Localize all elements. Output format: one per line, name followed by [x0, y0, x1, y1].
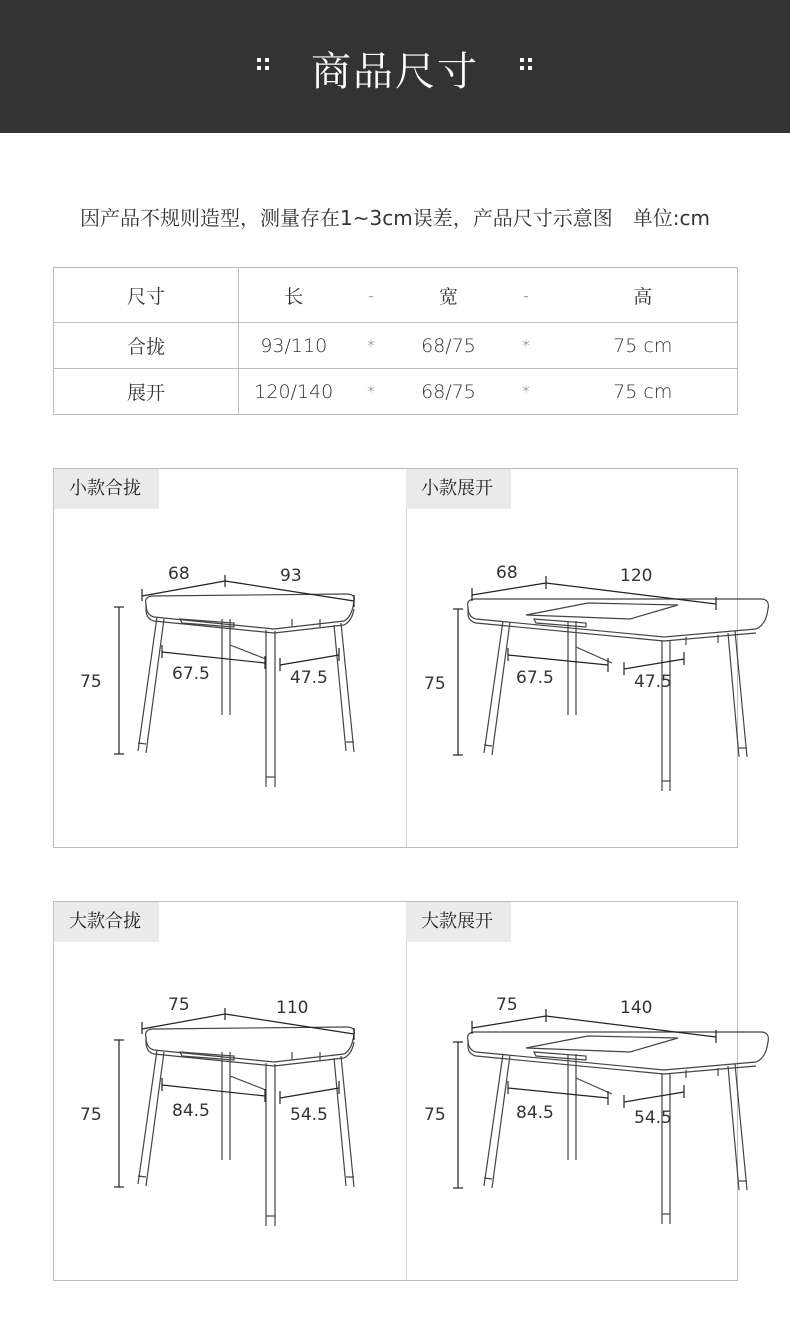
page-title: 商品尺寸 — [311, 49, 479, 95]
length-label: 93 — [280, 566, 302, 586]
inner-length-label: 67.5 — [172, 664, 210, 684]
row-times: * — [349, 323, 394, 369]
table-drawing-icon — [54, 469, 406, 847]
row-height: 75 cm — [549, 323, 738, 369]
table-drawing-icon — [406, 469, 737, 847]
row-width: 68/75 — [394, 323, 504, 369]
figure-large-extended — [406, 902, 737, 1280]
depth-label: 68 — [496, 563, 518, 583]
measurement-notice: 因产品不规则造型，测量存在1~3cm误差，产品尺寸示意图 单位:cm — [80, 206, 710, 230]
table-row — [54, 369, 738, 415]
inner-length-label: 84.5 — [172, 1101, 210, 1121]
header-separator: - — [349, 268, 394, 323]
header-separator: - — [504, 268, 549, 323]
row-times: * — [504, 369, 549, 415]
inner-length-label: 67.5 — [516, 668, 554, 688]
length-label: 120 — [620, 566, 653, 586]
row-times: * — [349, 369, 394, 415]
row-width: 68/75 — [394, 369, 504, 415]
height-label: 75 — [424, 674, 446, 694]
figure-tag: 大款合拢 — [54, 902, 159, 942]
figure-large-closed — [54, 902, 406, 1280]
header-height: 高 — [549, 268, 738, 323]
decor-dots-icon — [520, 58, 534, 72]
header-width: 宽 — [394, 268, 504, 323]
header-label: 尺寸 — [54, 268, 239, 323]
depth-label: 75 — [168, 995, 190, 1015]
table-header-row — [54, 268, 738, 323]
figure-small-closed — [54, 469, 406, 847]
height-label: 75 — [80, 672, 102, 692]
inner-length-label: 84.5 — [516, 1103, 554, 1123]
inner-width-label: 47.5 — [290, 668, 328, 688]
row-height: 75 cm — [549, 369, 738, 415]
row-length: 120/140 — [239, 369, 349, 415]
small-table-panel — [53, 468, 738, 848]
row-times: * — [504, 323, 549, 369]
figure-small-extended — [406, 469, 737, 847]
figure-tag: 大款展开 — [406, 902, 511, 942]
figure-tag: 小款展开 — [406, 469, 511, 509]
row-label: 展开 — [54, 369, 239, 415]
inner-width-label: 47.5 — [634, 672, 672, 692]
height-label: 75 — [80, 1105, 102, 1125]
table-row — [54, 323, 738, 369]
header-length: 长 — [239, 268, 349, 323]
length-label: 140 — [620, 998, 653, 1018]
depth-label: 75 — [496, 995, 518, 1015]
depth-label: 68 — [168, 564, 190, 584]
inner-width-label: 54.5 — [634, 1108, 672, 1128]
large-table-panel — [53, 901, 738, 1281]
length-label: 110 — [276, 998, 309, 1018]
inner-width-label: 54.5 — [290, 1105, 328, 1125]
table-drawing-icon — [406, 902, 737, 1280]
size-table — [53, 267, 738, 415]
page-header — [0, 0, 790, 133]
row-length: 93/110 — [239, 323, 349, 369]
figure-tag: 小款合拢 — [54, 469, 159, 509]
table-drawing-icon — [54, 902, 406, 1280]
row-label: 合拢 — [54, 323, 239, 369]
height-label: 75 — [424, 1105, 446, 1125]
